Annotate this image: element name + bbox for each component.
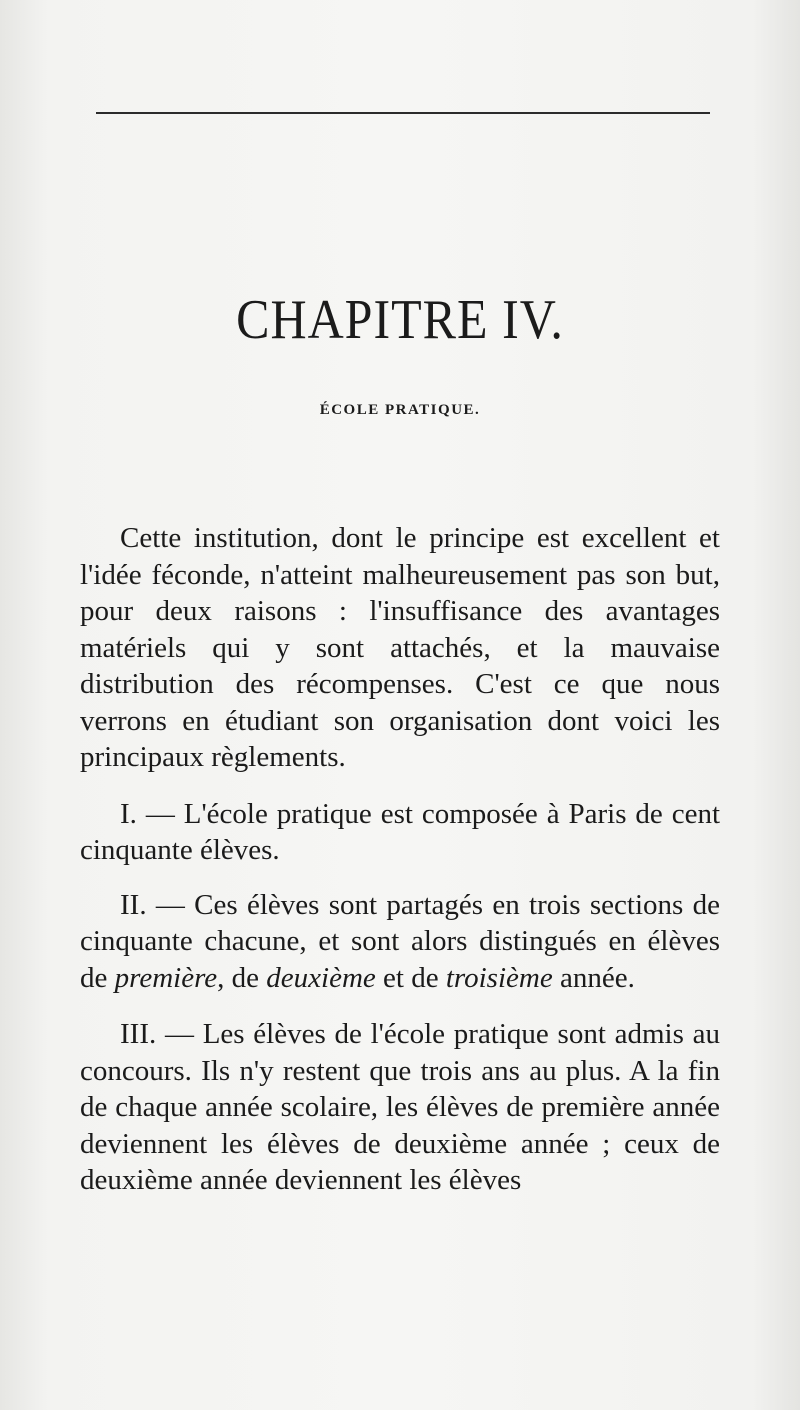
chapter-title: CHAPITRE IV. <box>236 287 564 351</box>
section-title: ÉCOLE PRATIQUE. <box>319 402 481 418</box>
rule-2-emphasis-troisieme: troisième <box>445 961 553 994</box>
rule-2-text-d: année. <box>552 961 635 994</box>
rule-2-text-a: II. — Ces élèves sont partagés en trois sections de cinquante chacune, et sont alors distingués en élèves de <box>80 888 720 994</box>
rule-2-emphasis-premiere: première <box>114 961 218 994</box>
header-rule <box>96 112 710 114</box>
paragraph-rule-1: I. — L'école pratique est composée à Paris de cent cinquante élèves. <box>80 797 720 866</box>
rule-2-text-c: et de <box>375 961 446 994</box>
paragraph-rule-3: III. — Les élèves de l'école pratique sont admis au concours. Ils n'y restent que trois ans au plus. A la fin de chaque année scolaire, les élèves de première année deviennent les élèves de deuxième année ; ceux de deuxième année deviennent les élèves <box>80 1018 720 1196</box>
paragraph-rule-2 <box>80 887 720 997</box>
body-text <box>80 520 720 1199</box>
rule-2-text-b: , de <box>217 961 267 994</box>
paragraph-intro: Cette institution, dont le principe est excellent et l'idée féconde, n'atteint malheureusement pas son but, pour deux raisons : l'insuffisance des avantages matériels qui y sont attachés, et la mauvaise distribution des récompenses. C'est ce que nous verrons en étudiant son organisation dont voici les principaux règlements. <box>80 522 720 773</box>
rule-2-emphasis-deuxieme: deuxième <box>266 961 376 994</box>
